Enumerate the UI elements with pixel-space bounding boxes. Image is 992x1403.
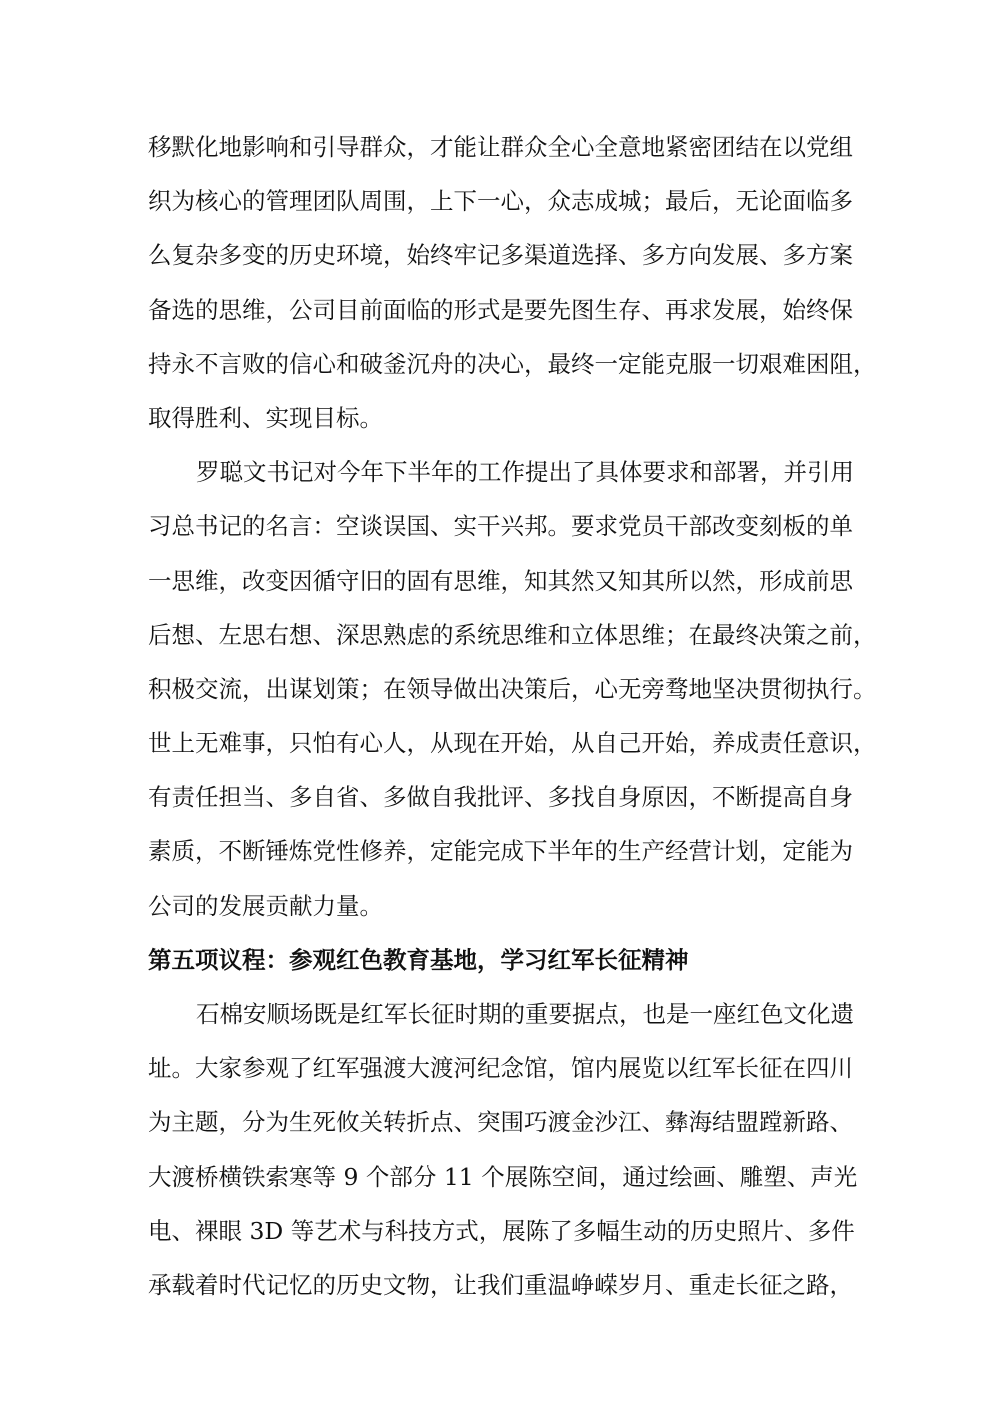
- text-line: 织为核心的管理团队周围，上下一心，众志成城；最后，无论面临多: [148, 187, 853, 216]
- text-line: 备选的思维，公司目前面临的形式是要先图生存、再求发展，始终保: [148, 295, 853, 324]
- text-line: 么复杂多变的历史环境，始终牢记多渠道选择、多方向发展、多方案: [148, 241, 853, 270]
- text-line: 承载着时代记忆的历史文物，让我们重温峥嵘岁月、重走长征之路，: [148, 1270, 853, 1299]
- text-line: 积极交流，出谋划策；在领导做出决策后，心无旁骛地坚决贯彻执行。: [148, 674, 877, 703]
- text-line: 移默化地影响和引导群众，才能让群众全心全意地紧密团结在以党组: [148, 133, 853, 161]
- text-line: 取得胜利、实现目标。: [148, 403, 383, 432]
- text-line: 为主题，分为生死攸关转折点、突围巧渡金沙江、彝海结盟蹚新路、: [148, 1108, 853, 1137]
- text-line: 素质，不断锤炼党性修养，定能完成下半年的生产经营计划，定能为: [148, 837, 853, 866]
- text-line: 一思维，改变因循守旧的固有思维，知其然又知其所以然，形成前思: [148, 566, 853, 595]
- text-line: 习总书记的名言：空谈误国、实干兴邦。要求党员干部改变刻板的单: [148, 512, 853, 541]
- text-line: 后想、左思右想、深思熟虑的系统思维和立体思维；在最终决策之前，: [148, 620, 877, 649]
- text-line: 公司的发展贡献力量。: [148, 891, 383, 920]
- text-line: 址。大家参观了红军强渡大渡河纪念馆，馆内展览以红军长征在四川: [148, 1054, 853, 1083]
- text-line: 世上无难事，只怕有心人，从现在开始，从自己开始，养成责任意识，: [148, 729, 877, 758]
- text-line: 大渡桥横铁索寒等 9 个部分 11 个展陈空间，通过绘画、雕塑、声光: [148, 1162, 858, 1191]
- text-line: 罗聪文书记对今年下半年的工作提出了具体要求和部署，并引用: [196, 458, 854, 487]
- section-heading: 第五项议程：参观红色教育基地，学习红军长征精神: [148, 945, 689, 974]
- text-line: 有责任担当、多自省、多做自我批评、多找自身原因，不断提高自身: [148, 783, 853, 812]
- text-line: 持永不言败的信心和破釜沉舟的决心，最终一定能克服一切艰难困阻，: [148, 349, 877, 378]
- document-body: [148, 127, 877, 1319]
- text-line: 石棉安顺场既是红军长征时期的重要据点，也是一座红色文化遗: [196, 1000, 854, 1028]
- text-line: 电、裸眼 3D 等艺术与科技方式，展陈了多幅生动的历史照片、多件: [148, 1216, 855, 1245]
